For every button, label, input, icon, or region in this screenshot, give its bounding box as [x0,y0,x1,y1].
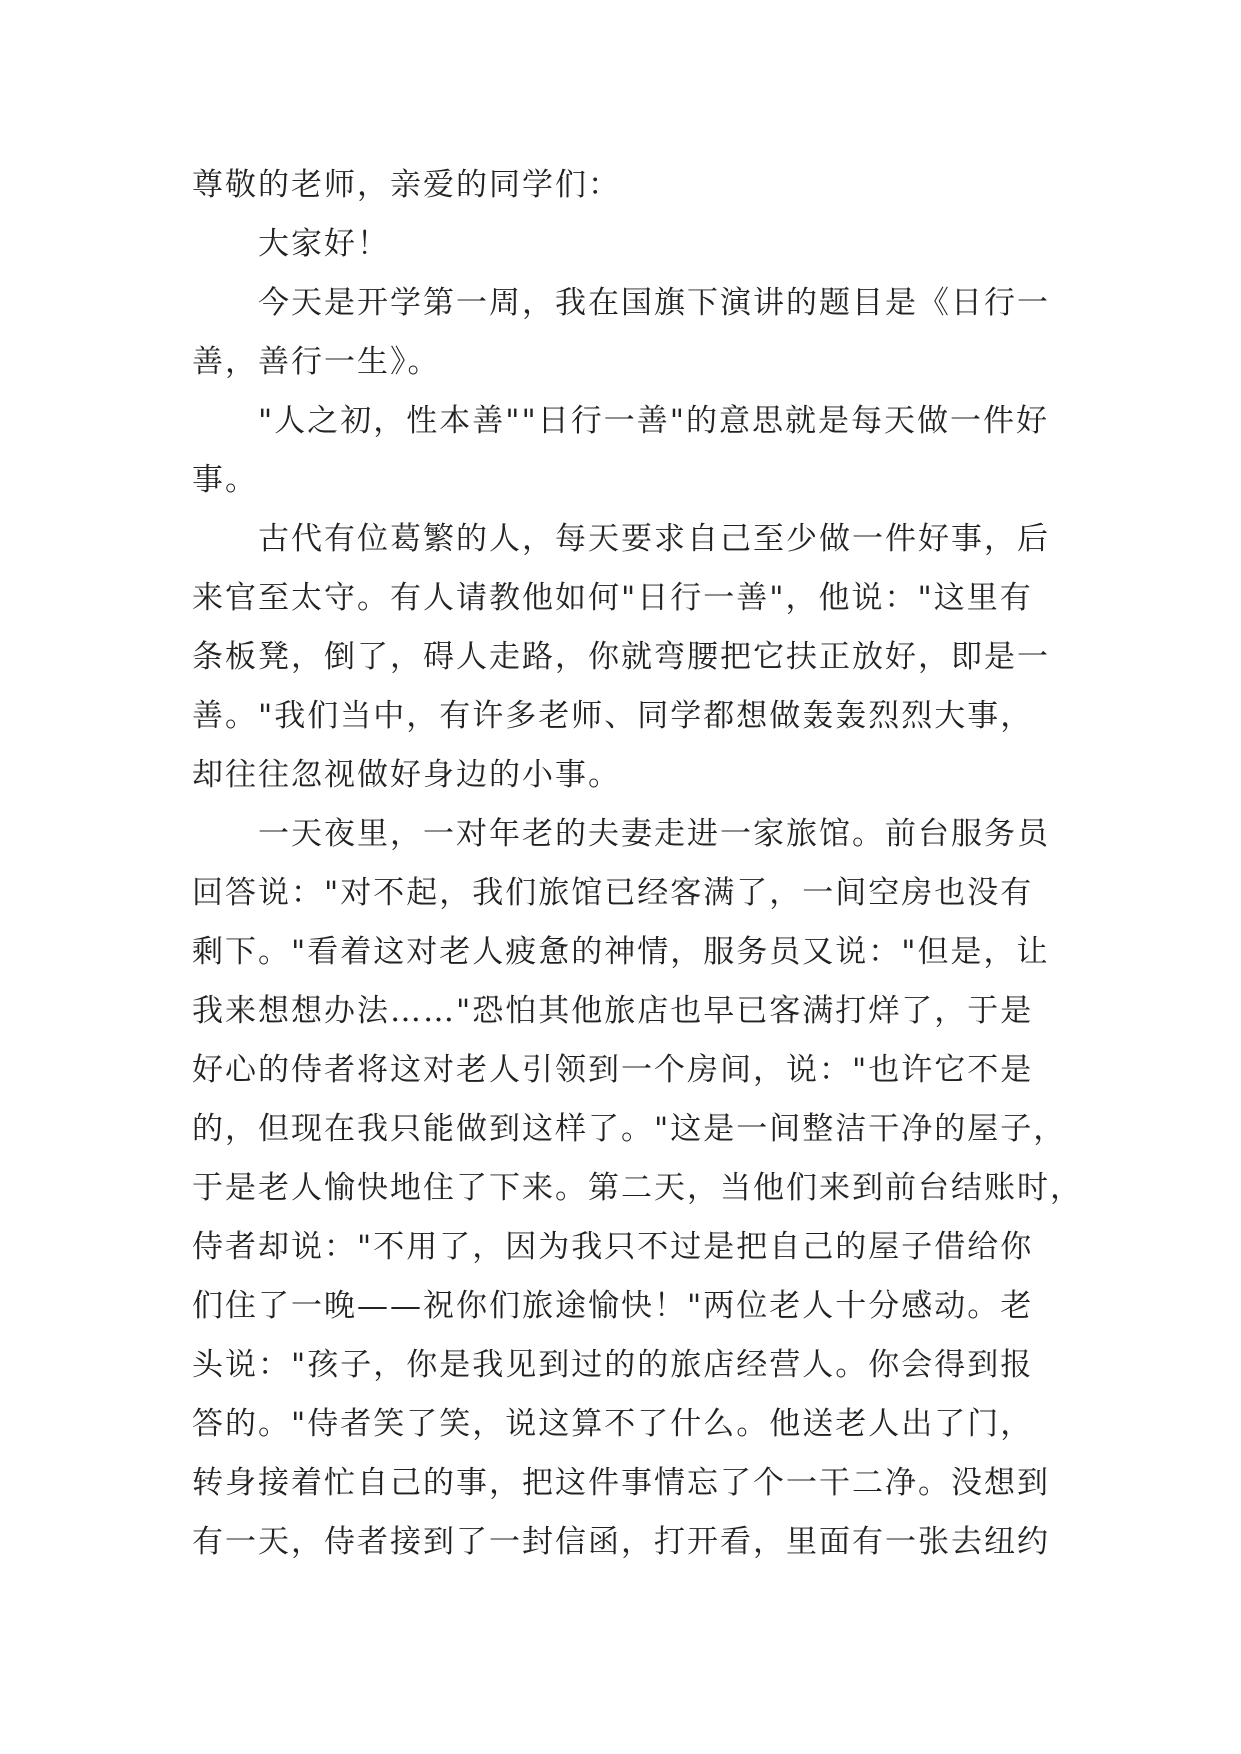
paragraph-line: 回答说："对不起，我们旅馆已经客满了，一间空房也没有 [192,875,1034,911]
paragraph-line: 来官至太守。有人请教他如何"日行一善"，他说："这里有 [192,580,1033,616]
paragraph-line: 条板凳，倒了，碍人走路，你就弯腰把它扶正放好，即是一 [192,639,1050,675]
paragraph-line: 剩下。"看着这对老人疲惫的神情，服务员又说："但是，让 [192,934,1050,970]
paragraph-line: 事。 [192,462,258,498]
paragraph-line: 古代有位葛繁的人，每天要求自己至少做一件好事，后 [258,521,1050,557]
paragraph-line: "人之初，性本善""日行一善"的意思就是每天做一件好 [258,403,1050,439]
paragraph-line: 有一天，侍者接到了一封信函，打开看，里面有一张去纽约 [192,1524,1050,1560]
paragraph-line: 答的。"侍者笑了笑，说这算不了什么。他送老人出了门， [192,1406,1034,1442]
paragraph-line: 于是老人愉快地住了下来。第二天，当他们来到前台结账时， [192,1170,1083,1206]
paragraph-line: 头说："孩子，你是我见到过的的旅店经营人。你会得到报 [192,1347,1034,1383]
paragraph-line: 一天夜里，一对年老的夫妻走进一家旅馆。前台服务员 [258,816,1050,852]
paragraph-line: 我来想想办法……"恐怕其他旅店也早已客满打烊了，于是 [192,993,1034,1029]
paragraph-line: 却往往忽视做好身边的小事。 [192,757,621,793]
paragraph-line: 善。"我们当中，有许多老师、同学都想做轰轰烈烈大事， [192,698,1034,734]
paragraph-line: 善，善行一生》。 [192,344,441,380]
paragraph-line: 大家好！ [258,226,390,262]
paragraph-line: 侍者却说："不用了，因为我只不过是把自己的屋子借给你 [192,1229,1034,1265]
paragraph-line: 的，但现在我只能做到这样了。"这是一间整洁干净的屋子， [192,1111,1067,1147]
paragraph-line: 今天是开学第一周，我在国旗下演讲的题目是《日行一 [258,285,1050,321]
paragraph-line: 们住了一晚——祝你们旅途愉快！"两位老人十分感动。老 [192,1288,1034,1324]
salutation: 尊敬的老师，亲爱的同学们： [192,167,621,203]
paragraph-line: 转身接着忙自己的事，把这件事情忘了个一干二净。没想到 [192,1465,1050,1501]
document-body [192,156,1083,1572]
paragraph-line: 好心的侍者将这对老人引领到一个房间，说："也许它不是 [192,1052,1034,1088]
